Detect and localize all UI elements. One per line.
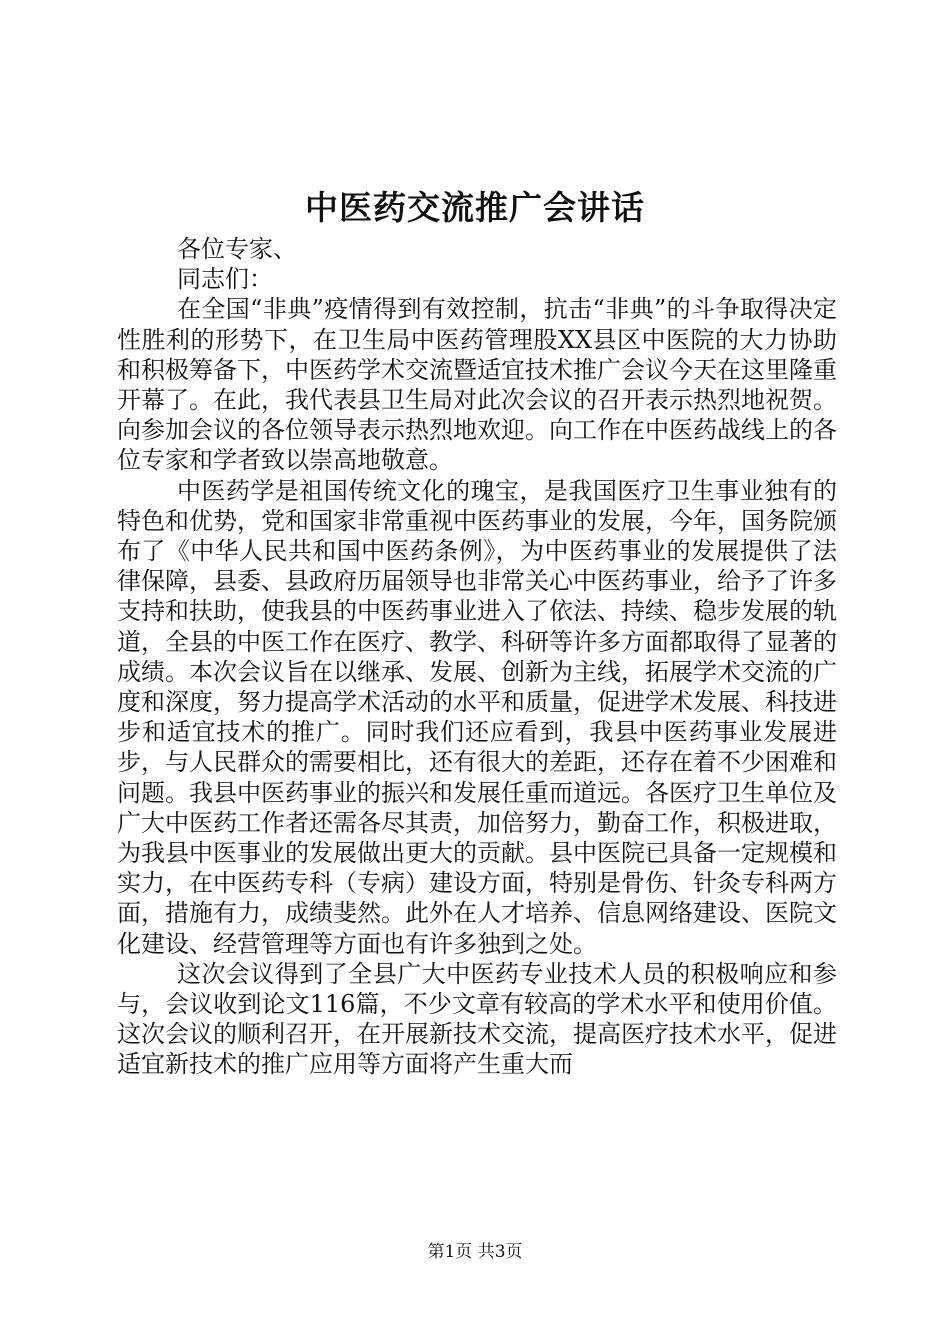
document-body bbox=[117, 234, 837, 1080]
salutation-comrades: 同志们： bbox=[177, 265, 273, 294]
paragraph-tcm-development: 中医药学是祖国传统文化的瑰宝，是我国医疗卫生事业独有的特色和优势，党和国家非常重视中医药事业的发展，今年，国务院颁布了《中华人民共和国中医药条例》，为中医药事业的发展提供了法律保障，县委、县政府历届领导也非常关心中医药事业，给予了许多支持和扶助，使我县的中医药事业进入了依法、持续、稳步发展的轨道，全县的中医工作在医疗、教学、科研等许多方面都取得了显著的成绩。本次会议旨在以继承、发展、创新为主线，拓展学术交流的广度和深度，努力提高学术活动的水平和质量，促进学术发展、科技进步和适宜技术的推广。同时我们还应看到，我县中医药事业发展进步，与人民群众的需要相比，还有很大的差距，还存在着不少困难和问题。我县中医药事业的振兴和发展任重而道远。各医疗卫生单位及广大中医药工作者还需各尽其责，加倍努力，勤奋工作，积极进取，为我县中医事业的发展做出更大的贡献。县中医院已具备一定规模和实力，在中医药专科（专病）建设方面，特别是骨伤、针灸专科两方面，措施有力，成绩斐然。此外在人才培养、信息网络建设、医院文化建设、经营管理等方面也有许多独到之处。 bbox=[117, 476, 837, 958]
paragraph-opening: 在全国“非典”疫情得到有效控制，抗击“非典”的斗争取得决定性胜利的形势下，在卫生局中医药管理股XX县区中医院的大力协助和积极筹备下，中医药学术交流暨适宜技术推广会议今天在这里隆重开幕了。在此，我代表县卫生局对此次会议的召开表示热烈地祝贺。向参加会议的各位领导表示热烈地欢迎。向工作在中医药战线上的各位专家和学者致以崇高地敬意。 bbox=[117, 295, 837, 475]
salutation-experts: 各位专家、 bbox=[177, 235, 297, 263]
document-title: 中医药交流推广会讲话 bbox=[305, 188, 645, 227]
paragraph-meeting-response: 这次会议得到了全县广大中医药专业技术人员的积极响应和参与，会议收到论文116篇，不少文章有较高的学术水平和使用价值。这次会议的顺利召开，在开展新技术交流，提高医疗技术水平，促进适宜新技术的推广应用等方面将产生重大而 bbox=[117, 959, 837, 1079]
page-footer: 第1页 共3页 bbox=[427, 1242, 523, 1262]
